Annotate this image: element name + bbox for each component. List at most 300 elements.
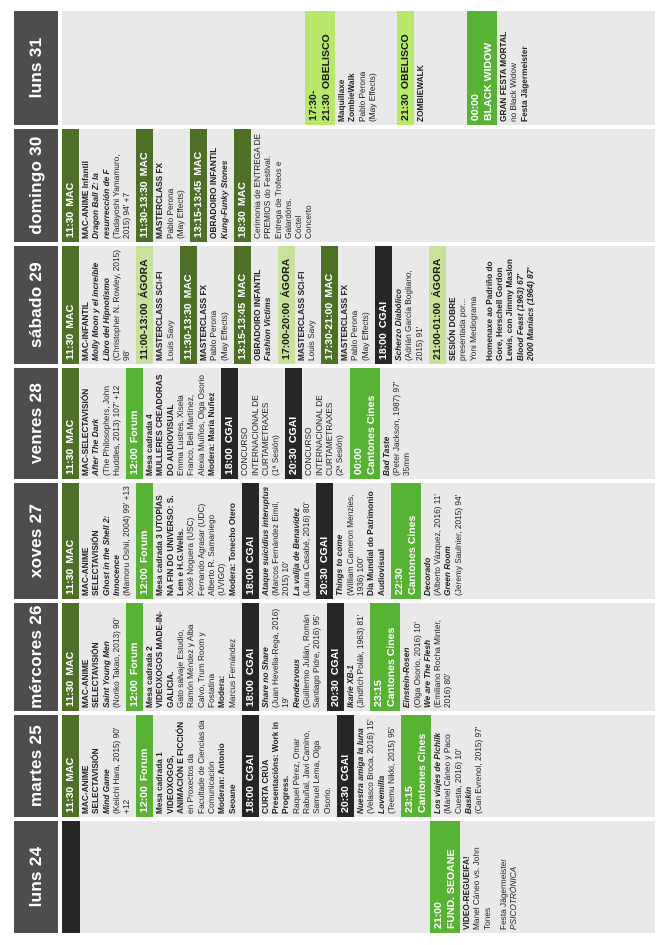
- event-details: [153, 129, 185, 242]
- event-details: [153, 246, 175, 364]
- event-time: 18:00: [223, 448, 236, 475]
- event-detail-line: (Guillermo Julián, Román Santiago Pidre, 2016) 95': [301, 614, 322, 708]
- event-details: [251, 246, 273, 364]
- event-time-bar: [430, 821, 460, 933]
- event-details: [400, 603, 452, 711]
- day-body: [62, 603, 655, 711]
- event-detail-line: CONCURSO INTERNACIONAL DE CURTAMETRAXES: [239, 395, 270, 476]
- event-time-bar: [316, 483, 333, 599]
- event-time: 21:30: [399, 94, 411, 121]
- event-detail-line: Pablo Perona: [164, 188, 175, 239]
- event-time: 20:30: [338, 786, 351, 813]
- event-venue: CGAI: [243, 536, 256, 564]
- event-details: [421, 483, 463, 599]
- event-time: 00:00: [469, 94, 481, 121]
- event-slot: [190, 129, 229, 242]
- event-time-bar: [242, 715, 259, 817]
- event-detail-line: Mind Game: [100, 769, 111, 814]
- event-detail-line: OBRADOIRO INFANTIL: [251, 269, 262, 361]
- event-slot: [62, 715, 131, 817]
- event-slot: [180, 246, 229, 364]
- event-details: [79, 603, 121, 711]
- event-detail-line: Louis Savy: [305, 320, 316, 361]
- event-detail-line: Einstein-Rosen: [401, 647, 412, 708]
- event-details: [338, 246, 370, 364]
- event-time: 20:30: [287, 448, 300, 475]
- event-time: 23:15: [372, 680, 385, 707]
- event-time-bar: [467, 11, 497, 125]
- event-detail-line: Rendezvous: [290, 659, 301, 708]
- event-detail-line: MASTERCLASS SCI-FI: [154, 271, 165, 361]
- event-slot: [136, 246, 175, 364]
- event-slot: [375, 246, 424, 364]
- event-detail-line: Dragon Ball Z: la resurrección de F: [90, 169, 111, 239]
- day-column: [0, 483, 669, 599]
- event-time-bar: [136, 246, 153, 364]
- day-header: sábado 29: [14, 246, 58, 364]
- event-slot: [430, 821, 518, 933]
- day-column: [0, 246, 669, 364]
- event-time-bar: [136, 483, 153, 599]
- event-time: 12:00: [138, 568, 151, 595]
- event-detail-line: Pablo Perona: [356, 71, 367, 122]
- event-time-bar: [391, 483, 421, 599]
- event-time: 17:00-20:00: [279, 302, 292, 360]
- event-details: [302, 368, 344, 479]
- event-slot: [397, 11, 425, 125]
- event-time: 11:30: [64, 680, 76, 707]
- event-detail-line: Fashion Victims: [262, 297, 273, 361]
- event-time: 11:30-13:30: [182, 303, 195, 360]
- event-slot: [278, 246, 317, 364]
- event-time-bar: [136, 715, 153, 817]
- event-slot: [242, 603, 322, 711]
- event-slot: [126, 368, 216, 479]
- event-venue: FUND. SEOANE: [445, 849, 457, 929]
- event-detail-line: MAC-ANIME SELECTAVISIÓN: [80, 748, 101, 814]
- day-body: [62, 821, 655, 933]
- event-detail-line: Moderan: Antonio Seoane: [216, 743, 237, 814]
- event-detail-line: Ghost in the Shell 2: Innocence: [100, 515, 121, 596]
- event-detail-line: (Keiichi Hara, 2015) 90' +12: [110, 727, 132, 814]
- event-detail-line: MAC-ANIME SELECTAVISIÓN: [80, 530, 101, 596]
- event-time-bar: [370, 603, 400, 711]
- event-time-bar: [126, 368, 143, 479]
- day-column: [0, 715, 669, 817]
- event-venue: CGAI: [338, 754, 351, 782]
- event-venue: MAC: [64, 419, 76, 444]
- day-column: [0, 821, 669, 933]
- day-column: [0, 603, 669, 711]
- event-detail-line: Scherzo Diabólico: [393, 289, 404, 361]
- day-column: [0, 129, 669, 242]
- event-detail-line: Pablo Perona: [349, 310, 360, 361]
- event-detail-line: MASTERCLASS FX: [198, 284, 209, 361]
- event-detail-line: Mesa cadrada 4 MULLERES CREADORAS DO AUDIOVISUAL: [144, 374, 175, 476]
- event-detail-line: MASTERCLASS FX: [154, 162, 165, 239]
- event-detail-line: MASTERCLASS FX: [339, 284, 350, 361]
- event-detail-line: Modera:: [216, 675, 227, 708]
- event-detail-line: Mesa cadrada 3 UTOPÍAS NA FIN DO UNIVERSO: S. Lem e H.G.Wells.: [154, 495, 186, 596]
- day-column: [0, 11, 669, 125]
- event-time: 11:30: [64, 211, 76, 238]
- event-details: [446, 246, 535, 364]
- event-detail-line: SESIÓN DOBRE: [446, 297, 457, 361]
- event-slot: [62, 821, 80, 933]
- event-stack: [62, 246, 540, 364]
- event-time-bar: [327, 603, 344, 711]
- event-detail-line: Cerimonia de ENTREGA DE PREMIOS do Festival.: [251, 133, 273, 239]
- event-detail-line: Ataque suicidius interuptus: [259, 486, 270, 596]
- event-detail-line: Mesa cadrada 1 VIDEOXOGOS, ANIMACIÓN E FICCIÓN: [154, 721, 186, 814]
- event-detail-line: (Marcos Fernández Eimil, 2015) 10': [270, 501, 291, 596]
- event-time-bar: [242, 603, 259, 711]
- day-column: [0, 368, 669, 479]
- event-time-bar: [278, 246, 295, 364]
- event-detail-line: La valija de Benavídez: [290, 507, 301, 596]
- event-detail-line: Kung-Funky Stones: [218, 160, 229, 239]
- event-details: [259, 483, 311, 599]
- event-time: 12:00: [128, 680, 141, 707]
- event-detail-line: Raquel Pérez, Omar Rabuñal, Javi Camino, Samuel Lema, Olga Osorio.: [290, 730, 332, 814]
- event-time: 18:00: [243, 786, 256, 813]
- event-detail-line: Decorado: [421, 557, 432, 596]
- event-detail-line: MAC-ANIME Infantil: [80, 161, 90, 239]
- event-stack: [62, 715, 489, 817]
- event-venue: MAC: [64, 182, 76, 207]
- event-slot: [321, 246, 370, 364]
- event-time: 21:00: [432, 902, 444, 929]
- event-time-bar: [62, 603, 79, 711]
- event-venue: MAC: [235, 273, 248, 298]
- event-detail-line: (Manel Cáneo y Paco Cuesta, 2016) 10': [442, 734, 463, 814]
- event-details: [143, 368, 216, 479]
- event-venue: MAC: [323, 273, 336, 298]
- event-detail-line: (May Effects): [359, 312, 370, 361]
- event-slot: [429, 246, 535, 364]
- event-slot: [327, 603, 366, 711]
- day-header: xoves 27: [14, 483, 58, 599]
- event-detail-line: Lovemilla: [375, 775, 386, 814]
- event-detail-line: (Can Evrenol, 2015) 97': [473, 726, 484, 814]
- event-time-bar: [62, 368, 79, 479]
- event-venue: MAC: [64, 757, 76, 782]
- event-time: 20:30: [328, 680, 341, 707]
- event-time-bar: [136, 129, 153, 242]
- event-detail-line: MAC-ANIME SELECTAVISIÓN: [80, 642, 101, 708]
- event-detail-line: Xosé Noguera (USC) Fernando Agrasar (UDC) Alberto R. Samaniego (UVIGO): [185, 503, 227, 596]
- event-time: 00:00: [351, 448, 364, 475]
- event-time-bar: [337, 715, 354, 817]
- day-header: luns 31: [14, 11, 58, 125]
- event-venue: Cantones Cines: [385, 627, 398, 707]
- event-stack: [62, 368, 417, 479]
- event-detail-line: Ikarie XB-1: [344, 665, 355, 708]
- event-time-bar: [180, 246, 197, 364]
- event-time: 22:30: [392, 568, 405, 595]
- event-detail-line: Manel Cáneo vs. John Tones: [471, 847, 492, 930]
- event-detail-line: Bad Taste: [380, 436, 391, 476]
- event-slot: [136, 715, 236, 817]
- day-body: [62, 11, 655, 125]
- event-time: 23:15: [403, 786, 416, 813]
- event-venue: BLACK WIDOW: [482, 42, 494, 121]
- event-venue: OBELISCO: [320, 34, 332, 90]
- event-detail-line: (Velasco Broca, 2016) 15': [365, 719, 376, 814]
- event-detail-line: (Teemu Nikki, 2015) 95': [385, 727, 396, 814]
- event-detail-line: (William Cameron Menzies, 1936) 100': [344, 494, 365, 596]
- event-venue: MAC: [182, 274, 195, 299]
- event-time-bar: [62, 483, 79, 599]
- event-details: [295, 246, 317, 364]
- event-stack: [62, 483, 468, 599]
- event-slot: [234, 129, 314, 242]
- event-venue: CGAI: [318, 536, 331, 564]
- event-detail-line: CONCURSO INTERNACIONAL DE CURTAMETRAXES: [303, 395, 335, 476]
- event-venue: MAC: [138, 152, 151, 177]
- event-venue: ÁGORA: [430, 258, 443, 298]
- event-detail-line: (Jindřich Polák, 1963) 81': [354, 614, 365, 708]
- day-header: venres 28: [14, 368, 58, 479]
- event-detail-line: PSICOTRÓNICA: [508, 866, 519, 930]
- event-venue: Forum: [128, 642, 141, 676]
- event-slot: [242, 483, 311, 599]
- event-details: [414, 11, 425, 125]
- event-slot: [126, 603, 237, 711]
- event-slot: [467, 11, 529, 125]
- event-detail-line: CURTA CRÚA: [259, 759, 270, 814]
- day-body: [62, 483, 655, 599]
- event-detail-line: (Alberto Vázquez, 2016) 11': [432, 494, 443, 596]
- event-venue: ÁGORA: [279, 258, 292, 298]
- event-time: 20:30: [318, 568, 331, 595]
- event-details: [431, 715, 483, 817]
- event-time: 21:00-01:00: [430, 302, 443, 360]
- event-detail-line: (Noriko Takao, 2013) 90': [110, 618, 121, 708]
- event-details: [153, 483, 236, 599]
- event-time: 11:30: [64, 568, 76, 595]
- event-detail-line: Festa Jägermeister: [518, 46, 529, 122]
- event-detail-line: After The Dark: [90, 418, 101, 476]
- event-slot: [62, 368, 121, 479]
- event-detail-line: Yoni Mediograma: [467, 296, 478, 361]
- event-venue: ÁGORA: [138, 259, 151, 299]
- event-detail-line: (May Effects): [175, 190, 186, 239]
- event-venue: Cantones Cines: [405, 515, 418, 595]
- event-detail-line: Things to come: [334, 534, 345, 596]
- event-time-bar: [62, 821, 80, 933]
- event-detail-line: (Mamoru Oshii, 2004) 99' +13: [121, 486, 132, 596]
- event-detail-line: Modera: María Nuñez: [205, 392, 216, 476]
- event-time: 11:00-13:00: [138, 303, 151, 360]
- event-detail-line: MASTERCLASS SCI-FI: [295, 271, 306, 361]
- event-time: 18:00: [377, 333, 390, 360]
- event-time-bar: [397, 11, 414, 125]
- event-details: [79, 246, 131, 364]
- event-time-bar: [429, 246, 446, 364]
- event-details: [79, 368, 121, 479]
- event-time: 18:00: [243, 680, 256, 707]
- day-header: martes 25: [14, 715, 58, 817]
- event-details: [79, 483, 131, 599]
- day-header: luns 24: [14, 821, 58, 933]
- event-detail-line: Cóctel: [293, 215, 304, 239]
- event-detail-line: MAC-INFANTIL: [80, 302, 90, 361]
- event-venue: CGAI: [328, 648, 341, 676]
- event-detail-line: Concerto: [303, 205, 314, 239]
- event-detail-line: GRAN FESTA MORTAL: [498, 31, 508, 122]
- event-detail-line: Modera: Tonecho Otero: [226, 503, 237, 596]
- day-body: [62, 368, 655, 479]
- event-venue: CGAI: [243, 648, 256, 676]
- event-time: 17:30-21:00: [323, 302, 336, 360]
- event-details: [392, 246, 424, 364]
- event-detail-line: (Juan Hevella-Rega, 2016) 19': [270, 608, 291, 708]
- event-venue: Forum: [138, 748, 151, 782]
- event-slot: [234, 246, 273, 364]
- event-venue: OBELISCO: [399, 34, 411, 90]
- event-slot: [337, 715, 396, 817]
- event-time-bar: [285, 368, 302, 479]
- event-details: [259, 715, 332, 817]
- event-detail-line: (Jeremy Saulnier, 2015) 94': [452, 494, 463, 596]
- event-venue: MAC: [64, 539, 76, 564]
- event-detail-line: presentada por...: [457, 298, 468, 361]
- event-slot: [136, 483, 236, 599]
- event-time: 18:00: [243, 568, 256, 595]
- event-details: [251, 129, 314, 242]
- event-venue: Cantones Cines: [416, 733, 429, 813]
- event-venue: MAC: [235, 182, 248, 207]
- event-time-bar: [350, 368, 380, 479]
- event-time-bar: [62, 129, 79, 242]
- event-slot: [391, 483, 463, 599]
- event-slot: [316, 483, 385, 599]
- event-details: [143, 603, 237, 711]
- event-detail-line: Pablo Perona: [208, 310, 219, 361]
- event-detail-line: Homenaxe ao Padriño do Gore, Herschell Gordon Lewis, con Jimmy Maslon: [483, 259, 515, 361]
- day-header: domingo 30: [14, 129, 58, 242]
- event-detail-line: Festa Jägermeister: [497, 858, 508, 930]
- event-detail-line: (May Effects): [366, 73, 377, 122]
- event-slot: [221, 368, 280, 479]
- event-detail-line: MAC-SELECTAVISIÓN: [80, 388, 90, 476]
- event-slot: [62, 603, 121, 711]
- day-body: [62, 715, 655, 817]
- event-detail-line: VIDEO-REGUEIFA!: [461, 856, 471, 930]
- event-detail-line: Share no Share: [259, 647, 270, 708]
- event-time: 18:30: [235, 211, 248, 238]
- event-detail-line: ZombieWalk: [346, 73, 357, 122]
- event-detail-line: Día Mundial do Patrimonio Audiovisual: [365, 491, 386, 596]
- event-detail-line: 35mm: [401, 452, 412, 476]
- event-venue: Forum: [138, 530, 151, 564]
- event-detail-line: (The Philosophers, John Huddles, 2013) 107' +12: [100, 385, 121, 476]
- left-margin: [0, 933, 669, 945]
- event-details: [354, 715, 396, 817]
- event-detail-line: Green Room: [442, 546, 453, 596]
- event-detail-line: OBRADOIRO INFANTIL: [208, 147, 219, 239]
- event-time: 17:30-21:30: [307, 90, 332, 121]
- event-slot: [401, 715, 483, 817]
- event-detail-line: en Proxectos da Facultade de Ciencias da Comunicación: [185, 720, 216, 814]
- right-margin: [0, 0, 669, 11]
- event-details: [259, 603, 322, 711]
- event-detail-line: Marcus Fernández: [226, 638, 237, 708]
- event-time-bar: [375, 246, 392, 364]
- event-detail-line: Saint Young Men: [100, 641, 111, 708]
- event-details: [335, 11, 377, 125]
- event-detail-line: (Adrián García Bogliano, 2015) 91': [403, 270, 424, 361]
- day-header: mércores 26: [14, 603, 58, 711]
- event-time-bar: [126, 603, 143, 711]
- event-venue: MAC: [192, 151, 205, 176]
- event-detail-line: Gato salvaje Estudio, Ramón Méndez y Alba Calvo, Trum Room y Fostatina: [175, 624, 216, 708]
- event-detail-line: no Black Widow: [508, 62, 519, 122]
- event-venue: Cantones Cines: [364, 395, 377, 475]
- event-slot: [305, 11, 377, 125]
- event-time-bar: [321, 246, 338, 364]
- event-venue: CGAI: [243, 754, 256, 782]
- event-details: [497, 11, 529, 125]
- event-time: 13:15-13:45: [192, 180, 205, 238]
- event-slot: [242, 715, 332, 817]
- event-time-bar: [234, 246, 251, 364]
- event-details: [380, 368, 412, 479]
- event-details: [153, 715, 236, 817]
- event-time-bar: [234, 129, 251, 242]
- event-detail-line: Presentacións: Work in Progress.: [270, 721, 291, 814]
- event-details: [344, 603, 366, 711]
- event-detail-line: (Olga Osorio, 2016) 10': [411, 622, 422, 708]
- event-venue: CGAI: [377, 301, 390, 329]
- event-venue: MAC: [64, 651, 76, 676]
- event-detail-line: Los viajes de Pichilk: [432, 732, 443, 814]
- event-detail-line: (May Effects): [218, 312, 229, 361]
- event-time: 11:30: [64, 786, 76, 813]
- event-time: 11:30: [64, 333, 76, 360]
- event-time-bar: [62, 715, 79, 817]
- event-detail-line: Blood Feast (1963) 67': [514, 273, 525, 361]
- event-slot: [350, 368, 412, 479]
- event-details: [197, 246, 229, 364]
- event-time-bar: [242, 483, 259, 599]
- event-detail-line: Nuestra amiga la luna: [354, 728, 365, 814]
- event-time: 11:30-13:30: [138, 181, 151, 238]
- event-details: [238, 368, 280, 479]
- event-time-bar: [190, 129, 207, 242]
- event-time-bar: [401, 715, 431, 817]
- event-slot: [370, 603, 452, 711]
- event-time: 13:15-13:45: [235, 302, 248, 360]
- event-time-bar: [62, 246, 79, 364]
- event-time-bar: [221, 368, 238, 479]
- event-detail-line: Baskin: [463, 786, 474, 814]
- event-time: 12:00: [138, 786, 151, 813]
- event-detail-line: We are The Flesh: [421, 639, 432, 708]
- event-slot: [62, 483, 131, 599]
- event-time-bar: [305, 11, 335, 125]
- event-details: [79, 129, 131, 242]
- event-venue: CGAI: [287, 416, 300, 444]
- event-slot: [285, 368, 344, 479]
- event-slot: [62, 129, 131, 242]
- event-detail-line: Molly Moon y el increíble Libro del Hipnotismo: [90, 262, 111, 361]
- event-venue: CGAI: [223, 416, 236, 444]
- event-stack: [62, 603, 458, 711]
- event-detail-line: (1ª Sesión): [270, 435, 281, 476]
- event-detail-line: Mesa cadrada 2 VIDEOXOGOS MADE-IN-GALICIA.: [144, 611, 175, 708]
